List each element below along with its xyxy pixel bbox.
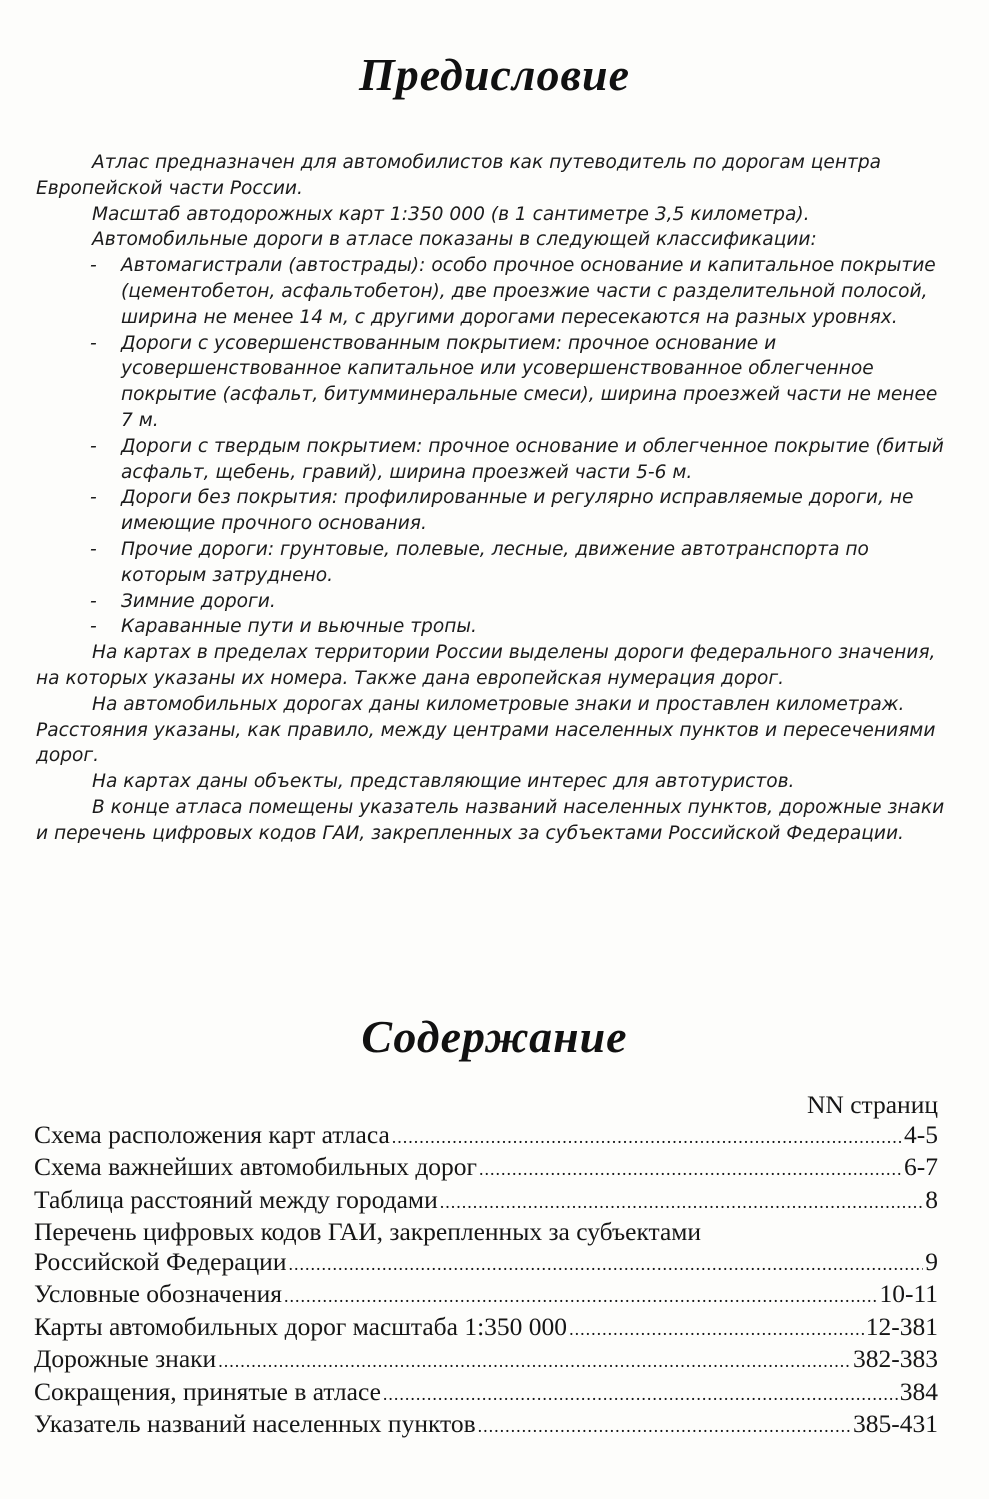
toc-entry — [34, 1247, 938, 1280]
dash-marker: - — [90, 538, 97, 560]
list-item-text: Прочие дороги: грунтовые, полевые, лесные, движение автотранспорта по которым затруднено. — [121, 538, 869, 586]
toc-entry-pages: 4-5 — [904, 1119, 938, 1149]
dot-leader — [569, 1312, 864, 1345]
dash-marker: - — [90, 332, 97, 354]
toc-entry-label: Российской Федерации — [34, 1246, 287, 1276]
toc-entry-label: Схема важнейших автомобильных дорог — [34, 1152, 478, 1181]
toc-entry-pages: 385-431 — [853, 1409, 938, 1438]
list-item — [36, 485, 946, 537]
dot-leader — [284, 1279, 878, 1312]
preface-paragraph: В конце атласа помещены указатель названий населенных пунктов, дорожные знаки и перечень цифровых кодов ГАИ, закрепленных за субъектами Российской Федерации. — [36, 796, 945, 844]
preface-paragraph: На картах даны объекты, представляющие интерес для автотуристов. — [92, 771, 795, 793]
preface-title: Предисловие — [358, 49, 631, 100]
toc-entry-label: Указатель названий населенных пунктов — [34, 1409, 476, 1438]
toc-entry-pages: 382-383 — [853, 1344, 938, 1373]
list-item-text: Дороги без покрытия: профилированные и регулярно исправляемые дороги, не имеющие прочного основания. — [121, 487, 914, 535]
toc-entry — [34, 1279, 938, 1312]
preface-body — [36, 150, 946, 847]
toc-entry-label-line1: Перечень цифровых кодов ГАИ, закрепленных за субъектами — [34, 1217, 702, 1246]
list-item — [36, 614, 946, 640]
table-of-contents — [34, 1090, 938, 1442]
dot-leader — [479, 1152, 902, 1185]
preface-paragraph: На автомобильных дорогах даны километровые знаки и проставлен километраж. Расстояния указаны, как правило, между центрами населенных пунктов и пересечениями дорог. — [36, 693, 936, 767]
toc-entry-label: Дорожные знаки — [34, 1344, 217, 1373]
dash-marker: - — [90, 616, 97, 638]
list-item — [36, 331, 946, 434]
dot-leader — [440, 1185, 924, 1218]
list-item-text: Автомагистрали (автострады): особо прочное основание и капитальное покрытие (цементобетон, асфальтобетон), две проезжие части с разделительной полосой, ширина не менее 14 м, с другими дорогами пересекаются на разных уровнях. — [121, 255, 936, 328]
toc-entry-pages: 8 — [925, 1184, 938, 1214]
toc-entry-pages: 10-11 — [879, 1279, 938, 1308]
list-item-text: Дороги с твердым покрытием: прочное основание и облегченное покрытие (битый асфальт, щебень, гравий), ширина проезжей части 5-6 м. — [121, 435, 944, 483]
toc-entry — [34, 1312, 938, 1345]
toc-entry-pages: 9 — [925, 1246, 938, 1276]
toc-entry — [34, 1344, 938, 1377]
list-item-text: Дороги с усовершенствованным покрытием: прочное основание и усовершенствованное капитальное или усовершенствованное облегченное покрытие (асфальт, битумминеральные смеси), ширина проезжей части не менее 7 м. — [121, 332, 938, 431]
list-item-text: Караванные пути и вьючные тропы. — [121, 616, 477, 638]
toc-entry — [34, 1120, 938, 1153]
toc-entry-label: Таблица расстояний между городами — [34, 1184, 438, 1214]
dash-marker: - — [90, 590, 97, 612]
dot-leader — [478, 1409, 851, 1442]
list-item — [36, 434, 946, 486]
dot-leader — [383, 1377, 898, 1410]
dash-marker: - — [90, 255, 97, 277]
contents-title: Содержание — [361, 1011, 628, 1062]
preface-paragraph: На картах в пределах территории России выделены дороги федерального значения, на которых указаны их номера. Также дана европейская нумерация дорог. — [36, 642, 936, 689]
toc-entry — [34, 1185, 938, 1218]
toc-entry-label: Сокращения, принятые в атласе — [34, 1376, 381, 1406]
dot-leader — [288, 1247, 923, 1280]
list-item — [36, 589, 946, 615]
toc-entry-pages: 6-7 — [904, 1152, 938, 1181]
toc-entry — [34, 1377, 938, 1410]
preface-paragraph: Атлас предназначен для автомобилистов как путеводитель по дорогам центра Европейской части России. — [36, 152, 882, 199]
toc-entry-pages: 12-381 — [865, 1311, 938, 1341]
toc-entry — [34, 1409, 938, 1442]
preface-paragraph: Автомобильные дороги в атласе показаны в следующей классификации: — [92, 229, 817, 251]
dot-leader — [392, 1120, 902, 1153]
dash-marker: - — [90, 487, 97, 509]
road-classification-list — [36, 253, 946, 640]
preface-paragraph: Масштаб автодорожных карт 1:350 000 (в 1 сантиметре 3,5 километра). — [92, 203, 810, 225]
toc-entry — [34, 1152, 938, 1185]
toc-entry-label: Карты автомобильных дорог масштаба 1:350 000 — [34, 1311, 568, 1341]
list-item — [36, 253, 946, 330]
pages-column-header: NN страниц — [807, 1090, 938, 1119]
dash-marker: - — [90, 435, 97, 457]
toc-entry-pages: 384 — [899, 1376, 938, 1406]
dot-leader — [218, 1344, 851, 1377]
list-item-text: Зимние дороги. — [121, 590, 276, 612]
toc-entry-label: Схема расположения карт атласа — [34, 1119, 390, 1149]
list-item — [36, 537, 946, 589]
toc-entry-label: Условные обозначения — [34, 1279, 282, 1308]
